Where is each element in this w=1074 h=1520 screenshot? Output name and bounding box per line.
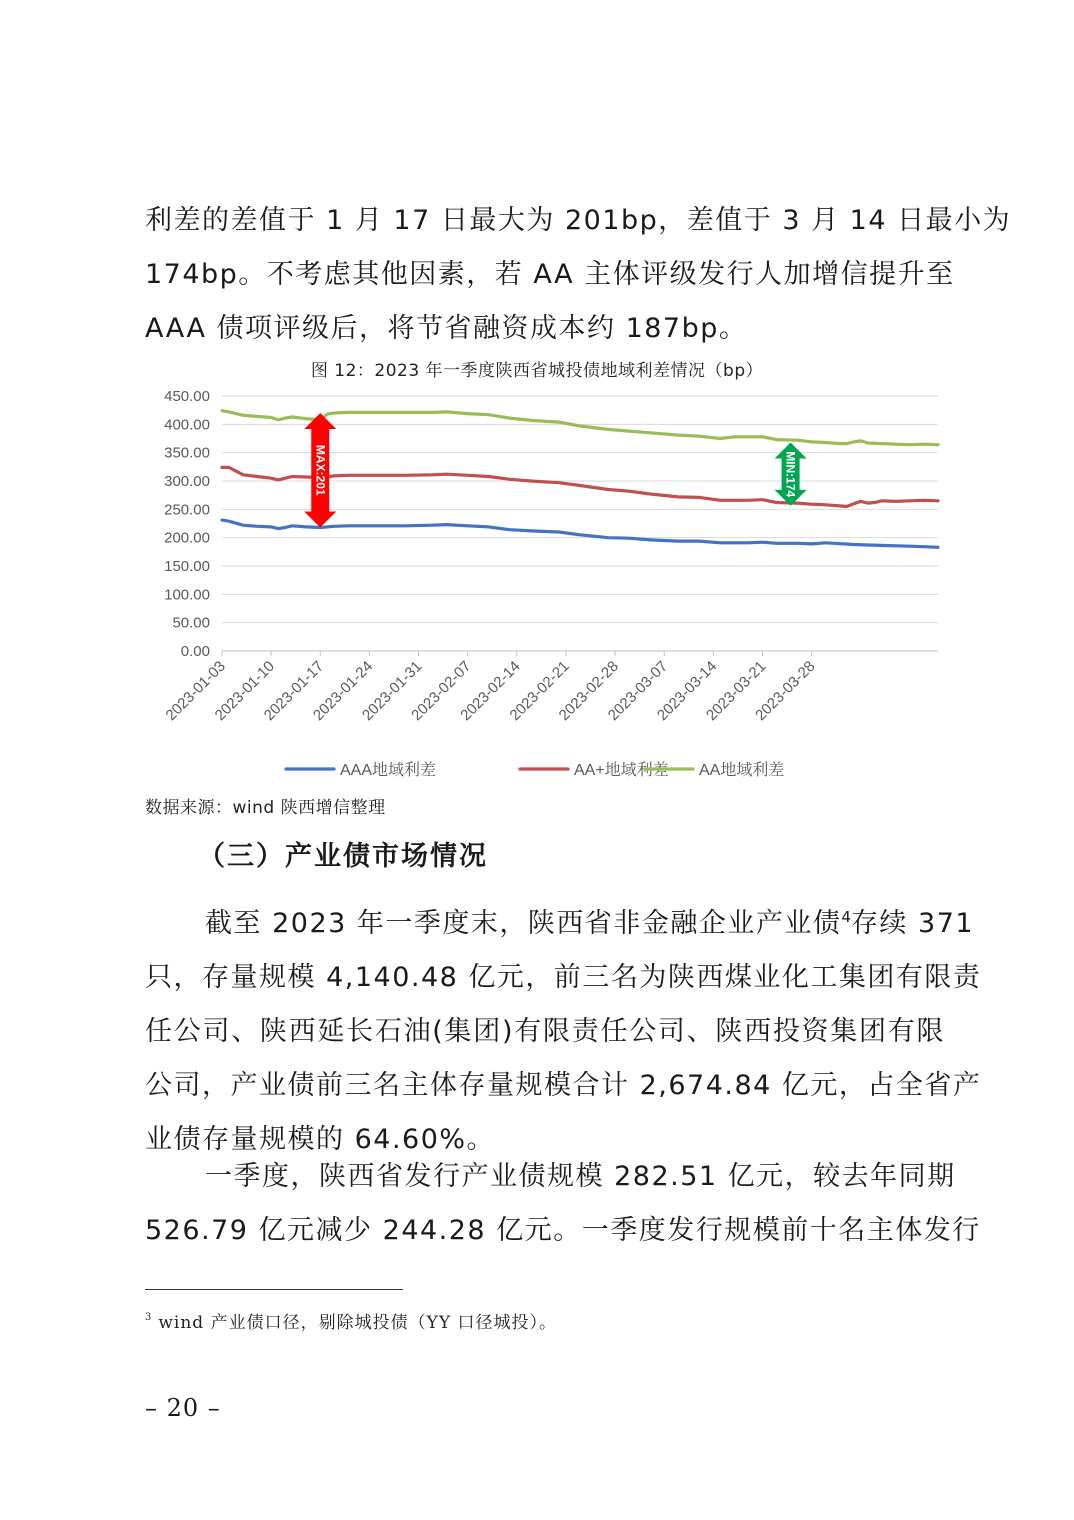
x-tick-label: 2023-03-14 bbox=[653, 657, 721, 725]
text-line: 526.79 亿元减少 244.28 亿元。一季度发行规模前十名主体发行 bbox=[145, 1215, 981, 1246]
y-axis-tick-labels bbox=[164, 388, 210, 660]
chart-annotations bbox=[304, 413, 806, 527]
y-tick-label: 150.00 bbox=[164, 558, 210, 575]
series-line bbox=[222, 520, 938, 547]
footnote-text: wind 产业债口径，剔除城投债（YY 口径城投）。 bbox=[158, 1313, 557, 1333]
paragraph-industry-bonds bbox=[145, 890, 982, 1167]
footnote-divider bbox=[145, 1289, 403, 1290]
text-line: AAA 债项评级后，将节省融资成本约 187bp。 bbox=[145, 313, 748, 344]
y-tick-label: 300.00 bbox=[164, 473, 210, 490]
x-tick-label: 2023-01-03 bbox=[162, 657, 229, 725]
text-line: 利差的差值于 1 月 17 日最大为 201bp，差值于 3 月 14 日最小为 bbox=[145, 205, 1012, 236]
x-tick-label: 2023-01-10 bbox=[211, 657, 278, 725]
spread-line-chart bbox=[140, 378, 960, 788]
x-tick-label: 2023-02-14 bbox=[457, 657, 524, 725]
figure-title: 图 12：2023 年一季度陕西省城投债地域利差情况（bp） bbox=[310, 361, 764, 381]
x-tick-label: 2023-03-07 bbox=[604, 657, 672, 725]
y-tick-label: 200.00 bbox=[164, 529, 210, 547]
x-axis-tick-labels bbox=[163, 651, 819, 724]
text-line bbox=[145, 890, 975, 951]
y-tick-label: 400.00 bbox=[164, 416, 210, 434]
text-line: 只，存量规模 4,140.48 亿元，前三名为陕西煤业化工集团有限责 bbox=[145, 962, 982, 993]
x-tick-label: 2023-03-21 bbox=[703, 657, 770, 725]
text-segment: 截至 2023 年一季度末，陕西省非金融企业产业债 bbox=[205, 908, 842, 939]
section-heading: （三）产业债市场情况 bbox=[198, 841, 488, 872]
legend-label: AA+地域利差 bbox=[574, 762, 669, 779]
series-line bbox=[222, 467, 938, 506]
legend-label: AAA地域利差 bbox=[340, 762, 437, 779]
y-tick-label: 50.00 bbox=[172, 614, 210, 632]
x-tick-label: 2023-01-31 bbox=[359, 657, 426, 725]
x-tick-label: 2023-03-28 bbox=[752, 657, 819, 725]
annotation-label: MIN:174 bbox=[783, 451, 798, 498]
text-line: 任公司、陕西延长石油(集团)有限责任公司、陕西投资集团有限 bbox=[145, 1016, 945, 1047]
paragraph-q1-issuance bbox=[145, 1150, 981, 1258]
text-segment: 一季度，陕西省发行产业债规模 282.51 亿元，较去年同期 bbox=[205, 1161, 956, 1192]
y-tick-label: 0.00 bbox=[180, 643, 210, 660]
y-tick-label: 350.00 bbox=[164, 444, 210, 462]
footnote bbox=[145, 1308, 557, 1333]
y-tick-label: 250.00 bbox=[164, 501, 210, 519]
footnote-reference: 4 bbox=[841, 908, 851, 926]
page-number: – 20 – bbox=[145, 1394, 221, 1422]
text-line: 174bp。不考虑其他因素，若 AA 主体评级发行人加增信提升至 bbox=[145, 259, 955, 290]
chart-series-lines bbox=[222, 411, 938, 548]
y-tick-label: 100.00 bbox=[164, 586, 210, 604]
chart-legend bbox=[286, 760, 784, 779]
x-tick-label: 2023-02-28 bbox=[555, 657, 622, 725]
text-line: 业债存量规模的 64.60%。 bbox=[145, 1124, 496, 1155]
x-tick-label: 2023-01-17 bbox=[260, 657, 328, 725]
footnote-mark: 3 bbox=[145, 1312, 153, 1323]
legend-label: AA地域利差 bbox=[699, 762, 785, 779]
text-line: 公司，产业债前三名主体存量规模合计 2,674.84 亿元，占全省产 bbox=[145, 1070, 982, 1101]
x-tick-label: 2023-02-21 bbox=[506, 657, 573, 725]
x-tick-label: 2023-01-24 bbox=[309, 657, 377, 725]
chart-gridlines bbox=[222, 396, 938, 651]
text-segment: 存续 371 bbox=[850, 908, 975, 939]
y-tick-label: 450.00 bbox=[164, 388, 210, 405]
x-tick-label: 2023-02-07 bbox=[408, 657, 475, 725]
text-line bbox=[145, 1150, 956, 1204]
paragraph-spread-summary bbox=[145, 194, 1012, 356]
annotation-label: MAX:201 bbox=[313, 444, 328, 496]
data-source-note: 数据来源：wind 陕西增信整理 bbox=[145, 798, 386, 818]
